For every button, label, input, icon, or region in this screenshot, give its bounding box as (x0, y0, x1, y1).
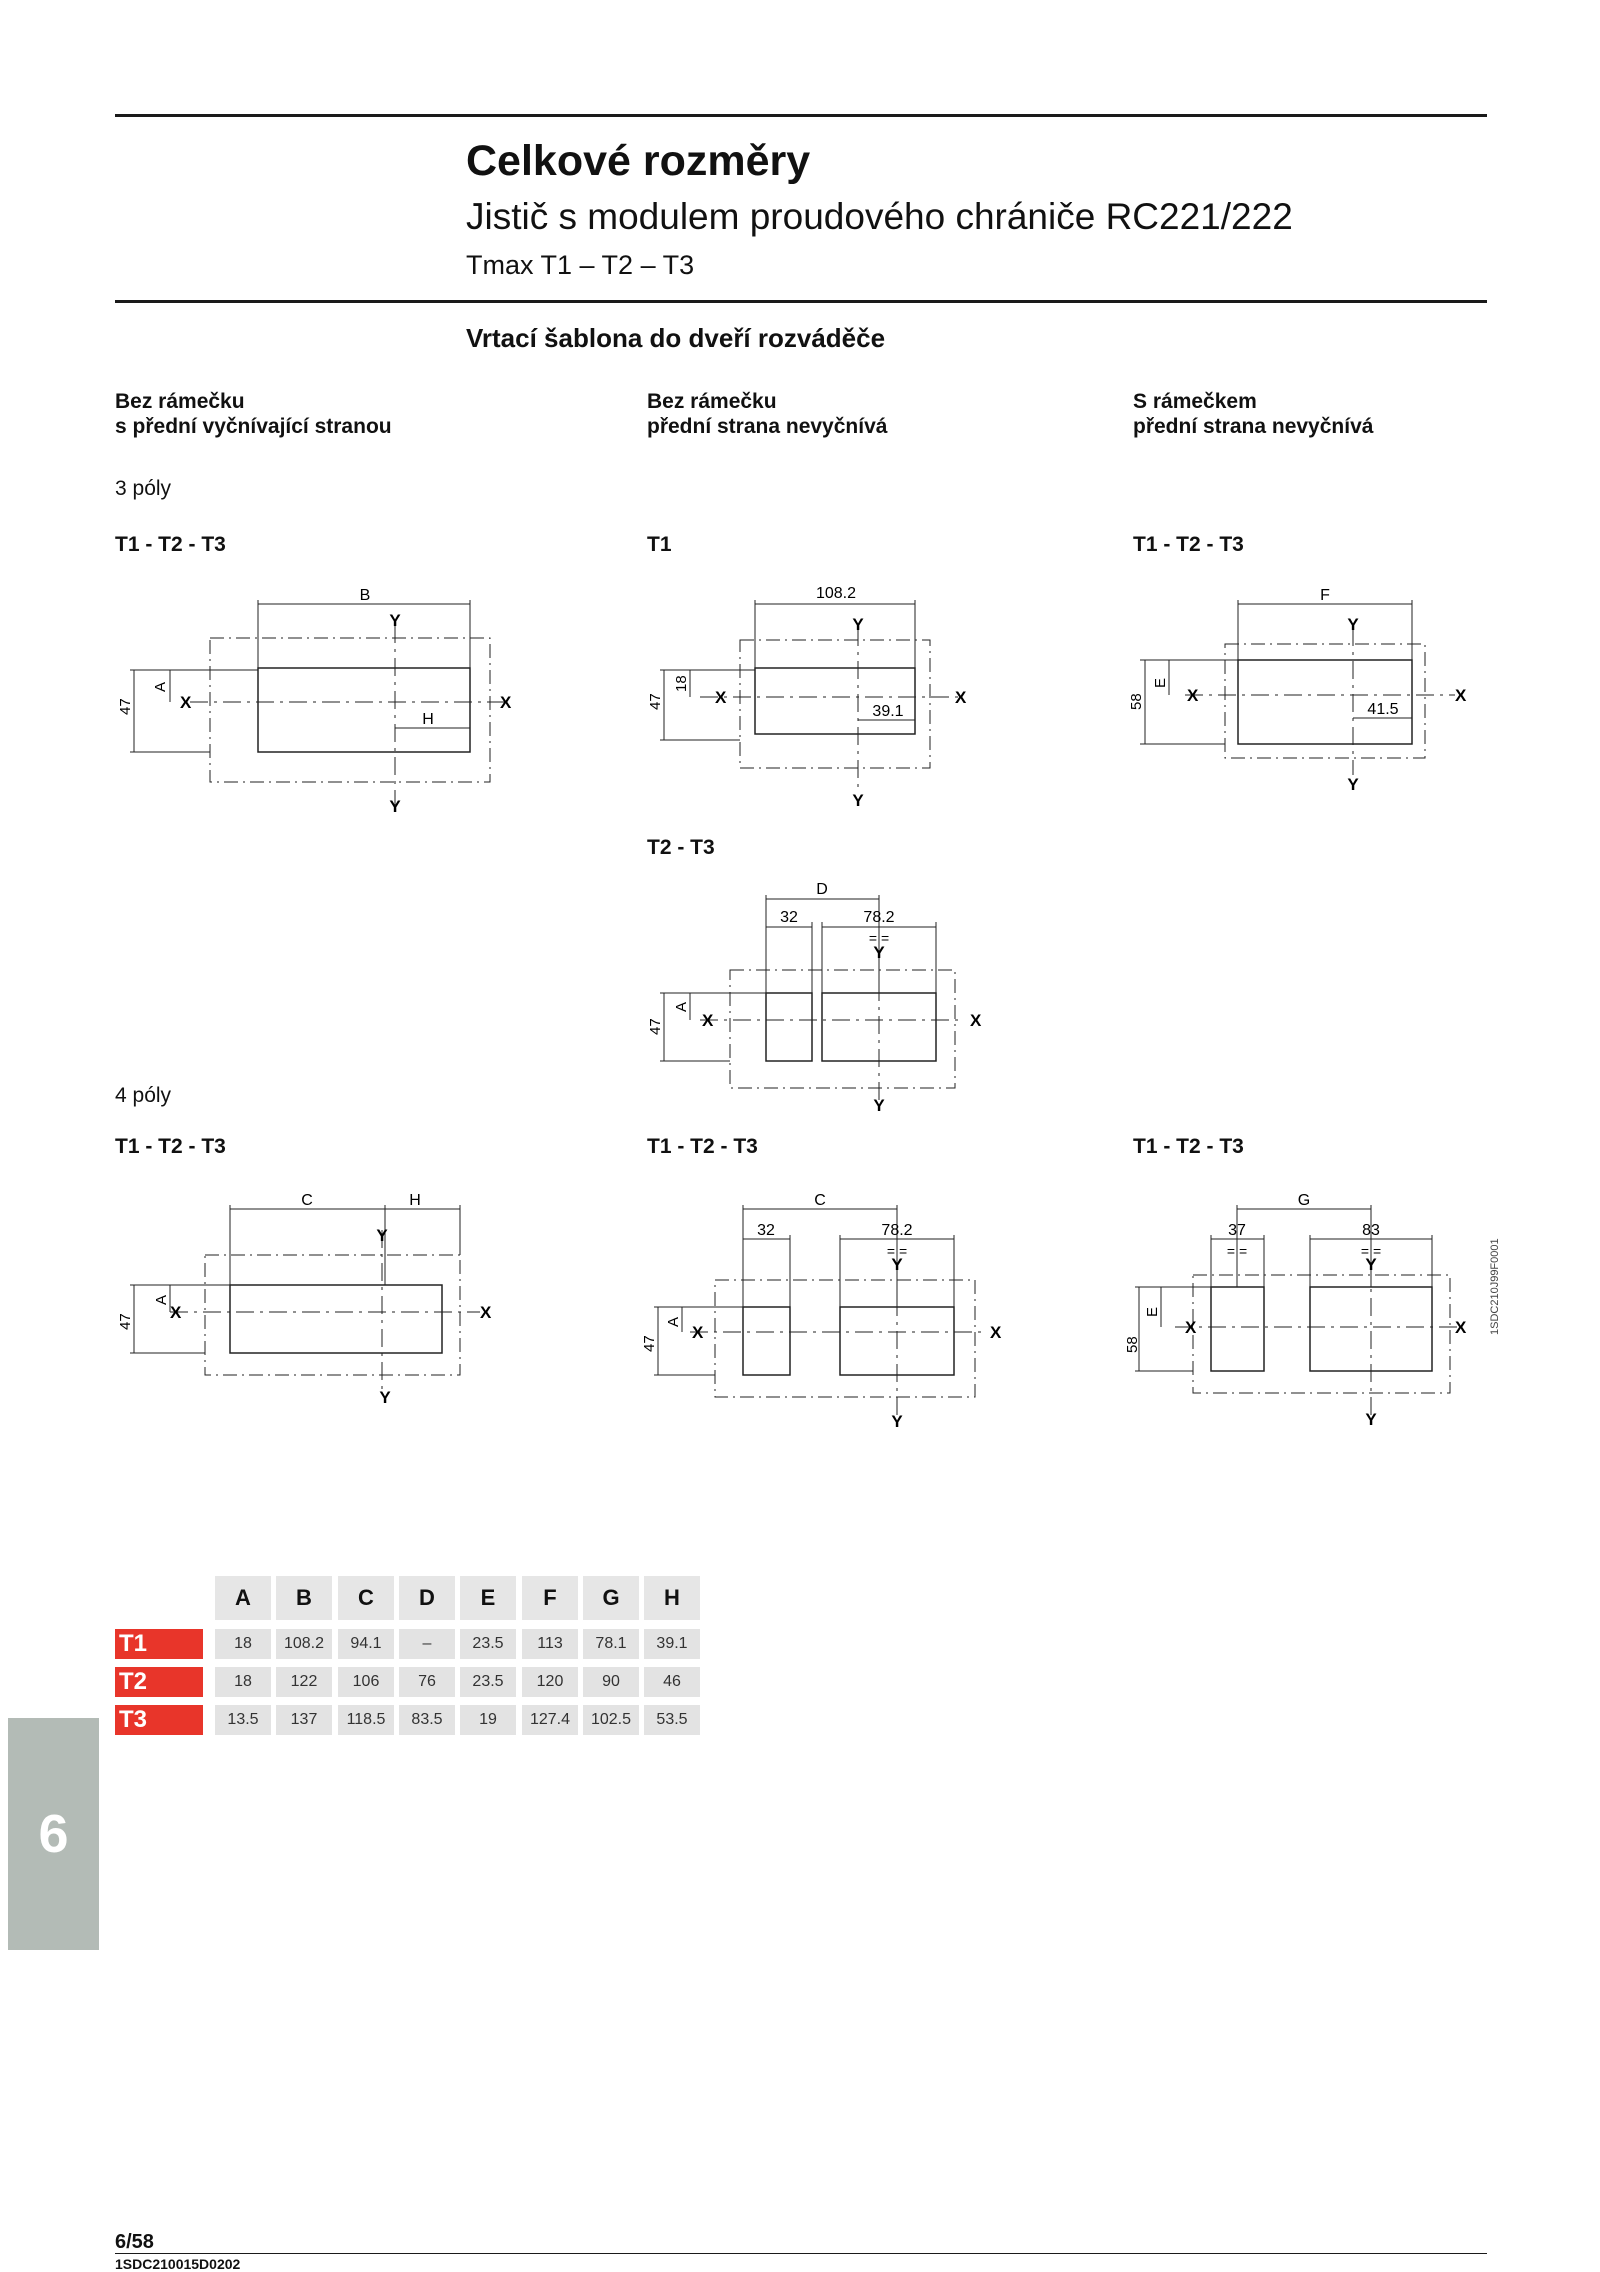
column-heading-line: s přední vyčnívající stranou (115, 415, 392, 438)
column-heading-line: S rámečkem (1133, 390, 1257, 413)
table-cell: 13.5 (215, 1705, 271, 1735)
symmetry-mark: = = (868, 930, 890, 946)
page-subtitle: Jistič s modulem proudového chrániče RC221/222 (466, 196, 1293, 237)
table-cell: – (399, 1629, 455, 1659)
table-cell: 39.1 (644, 1629, 700, 1659)
product-series: Tmax T1 – T2 – T3 (466, 250, 695, 280)
table-cell: 76 (399, 1667, 455, 1697)
dimension-label: 41.5 (1367, 701, 1399, 718)
dimension-label: E (1144, 1306, 1161, 1317)
axis-y-label: Y (891, 1255, 903, 1274)
axis-x-label: X (990, 1323, 1002, 1342)
table-header-cell: C (338, 1576, 394, 1620)
model-label: T1 - T2 - T3 (647, 1135, 758, 1158)
axis-y-label: Y (873, 1096, 885, 1115)
model-label: T2 - T3 (647, 836, 715, 859)
cutout-rect (258, 668, 470, 752)
door-outline (730, 970, 955, 1088)
table-header-cell: F (522, 1576, 578, 1620)
axis-y-label: Y (389, 611, 401, 630)
dimension-label: 47 (641, 1335, 658, 1352)
dimension-label: 47 (647, 693, 664, 710)
table-header-cell: E (460, 1576, 516, 1620)
door-outline (210, 638, 490, 782)
column-heading-2 (647, 389, 887, 439)
axis-y-label: Y (389, 797, 401, 816)
dimension-label: C (301, 1192, 313, 1209)
page-title: Celkové rozměry (466, 137, 811, 185)
header-rule (115, 300, 1487, 303)
axis-x-label: X (170, 1303, 182, 1322)
dimension-label: D (816, 881, 828, 898)
axis-y-label: Y (891, 1412, 903, 1431)
table-cell: 18 (215, 1629, 271, 1659)
model-label: T1 - T2 - T3 (115, 1135, 226, 1158)
dimension-label: A (673, 1001, 690, 1012)
door-outline (205, 1255, 460, 1375)
dimension-label: H (422, 711, 434, 728)
column-heading-line: přední strana nevyčnívá (1133, 415, 1374, 438)
drill-template-drawing (640, 1185, 1020, 1435)
table-header-cell: G (583, 1576, 639, 1620)
dimension-label: 58 (1124, 1336, 1141, 1353)
page-number: 6/58 (115, 2231, 154, 2253)
axis-x-label: X (715, 688, 727, 707)
document-id: 1SDC210015D0202 (115, 2256, 241, 2272)
table-cell: 94.1 (338, 1629, 394, 1659)
drill-template-drawing (1125, 1185, 1485, 1435)
cutout-rect (1211, 1287, 1264, 1371)
table-cell: 106 (338, 1667, 394, 1697)
dimension-label: B (359, 587, 371, 604)
table-header-cell: H (644, 1576, 700, 1620)
dimension-label: F (1320, 587, 1330, 604)
dimension-label: 32 (757, 1222, 775, 1239)
footer-rule (115, 2253, 1487, 2254)
dimension-label: 37 (1228, 1222, 1246, 1239)
axis-y-label: Y (873, 943, 885, 962)
axis-x-label: X (702, 1011, 714, 1030)
axis-x-label: X (500, 693, 512, 712)
chapter-tab: 6 (8, 1718, 99, 1950)
symmetry-mark: = = (1226, 1243, 1248, 1259)
axis-y-label: Y (1347, 615, 1359, 634)
dimension-label: H (409, 1192, 421, 1209)
axis-x-label: X (480, 1303, 492, 1322)
dimension-label: C (814, 1192, 826, 1209)
dimension-label: E (1152, 677, 1169, 688)
table-cell: 53.5 (644, 1705, 700, 1735)
table-cell: 18 (215, 1667, 271, 1697)
model-label: T1 - T2 - T3 (1133, 533, 1244, 556)
cutout-rect (743, 1307, 790, 1375)
row-name-cell: T1 (115, 1629, 203, 1659)
section-title: Vrtací šablona do dveří rozváděče (466, 323, 886, 353)
door-outline (1193, 1275, 1450, 1393)
axis-x-label: X (1455, 1318, 1467, 1337)
cutout-rect (766, 993, 812, 1061)
symmetry-mark: = = (886, 1243, 908, 1259)
axis-x-label: X (692, 1323, 704, 1342)
axis-x-label: X (1187, 686, 1199, 705)
table-cell: 118.5 (338, 1705, 394, 1735)
table-cell: 122 (276, 1667, 332, 1697)
top-rule (115, 114, 1487, 117)
row-name-cell: T3 (115, 1705, 203, 1735)
table-cell: 120 (522, 1667, 578, 1697)
table-cell: 23.5 (460, 1629, 516, 1659)
table-header-cell: B (276, 1576, 332, 1620)
dimension-label: 32 (780, 909, 798, 926)
table-header-cell: D (399, 1576, 455, 1620)
dimension-label: G (1297, 1192, 1311, 1209)
table-cell: 108.2 (276, 1629, 332, 1659)
column-heading-line: přední strana nevyčnívá (647, 415, 888, 438)
poles-3-label: 3 póly (115, 477, 172, 500)
column-heading-3 (1133, 389, 1373, 439)
axis-y-label: Y (1365, 1410, 1377, 1429)
dimension-label: 47 (117, 1313, 134, 1330)
dimension-label: A (665, 1316, 682, 1327)
drill-template-drawing (110, 1185, 530, 1415)
column-heading-line: Bez rámečku (115, 390, 245, 413)
table-cell: 46 (644, 1667, 700, 1697)
poles-4-label: 4 póly (115, 1084, 172, 1107)
drill-template-drawing (1125, 580, 1485, 800)
dimension-label: 39.1 (872, 703, 904, 720)
table-cell: 23.5 (460, 1667, 516, 1697)
axis-x-label: X (955, 688, 967, 707)
axis-x-label: X (180, 693, 192, 712)
axis-y-label: Y (852, 615, 864, 634)
drill-template-drawing (640, 870, 1000, 1120)
dimension-label: 47 (647, 1018, 664, 1035)
drawing-reference-code: 1SDC210J99F0001 (1489, 1238, 1501, 1335)
cutout-rect (755, 668, 915, 734)
axis-x-label: X (970, 1011, 982, 1030)
model-label: T1 (647, 533, 672, 556)
door-outline (715, 1280, 975, 1397)
dimension-label: A (152, 681, 169, 692)
dimension-label: 58 (1128, 693, 1145, 710)
row-name-cell: T2 (115, 1667, 203, 1697)
table-cell: 102.5 (583, 1705, 639, 1735)
dimension-label: 18 (673, 675, 690, 692)
table-header-cell: A (215, 1576, 271, 1620)
axis-y-label: Y (852, 791, 864, 810)
column-heading-line: Bez rámečku (647, 390, 777, 413)
table-cell: 137 (276, 1705, 332, 1735)
dimension-label: 78.2 (881, 1222, 913, 1239)
symmetry-mark: = = (1360, 1243, 1382, 1259)
table-cell: 19 (460, 1705, 516, 1735)
dimension-label: A (153, 1294, 170, 1305)
axis-y-label: Y (1365, 1255, 1377, 1274)
column-heading-1 (115, 389, 392, 439)
table-cell: 78.1 (583, 1629, 639, 1659)
model-label: T1 - T2 - T3 (1133, 1135, 1244, 1158)
dimension-label: 78.2 (863, 909, 895, 926)
axis-y-label: Y (379, 1388, 391, 1407)
table-cell: 90 (583, 1667, 639, 1697)
table-cell: 127.4 (522, 1705, 578, 1735)
axis-x-label: X (1455, 686, 1467, 705)
axis-y-label: Y (376, 1226, 388, 1245)
dimension-label: 83 (1362, 1222, 1380, 1239)
model-label: T1 - T2 - T3 (115, 533, 226, 556)
axis-x-label: X (1185, 1318, 1197, 1337)
dimension-label: 108.2 (815, 585, 857, 602)
table-cell: 83.5 (399, 1705, 455, 1735)
dimension-label: 47 (117, 698, 134, 715)
drill-template-drawing (110, 580, 530, 820)
table-cell: 113 (522, 1629, 578, 1659)
axis-y-label: Y (1347, 775, 1359, 794)
cutout-rect (230, 1285, 442, 1353)
drill-template-drawing (640, 580, 980, 810)
